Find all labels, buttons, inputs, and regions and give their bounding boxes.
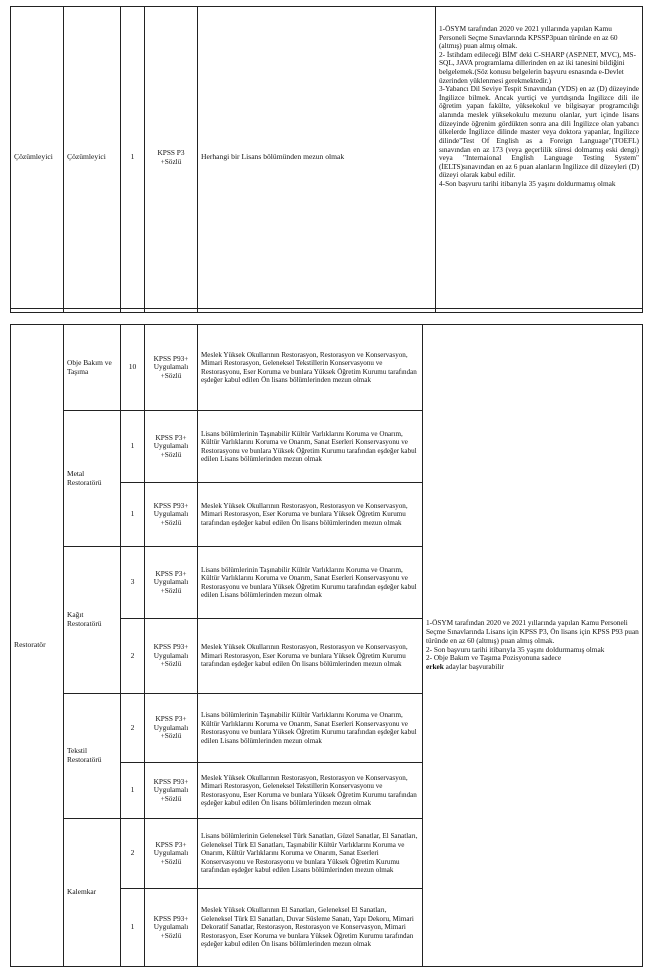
requirements-cell	[436, 7, 643, 309]
position-cell: Metal Restoratörü	[64, 411, 121, 547]
exam-cell: KPSS P3+ Uygulamalı +Sözlü	[145, 411, 198, 483]
exam-cell: KPSS P3+ Uygulamalı +Sözlü	[145, 547, 198, 619]
education-cell: Lisans bölümlerinin Taşınabilir Kültür Varlıklarını Koruma ve Onarım, Kültür Varlıklarını Koruma ve Onarım, Sanat Eserleri Konservasyonu ve Restorasyonu ve bunlara Yüksek Öğretim Kurumu tarafından eşdeğer kabul edilen Lisans bölümlerinden mezun olmak	[198, 547, 423, 619]
title-cell: Çözümleyici	[11, 7, 64, 309]
education-cell: Meslek Yüksek Okullarının Restorasyon, Restorasyon ve Konservasyon, Mimari Restorasyon, Eser Koruma ve bunlara Yüksek Öğretim Kurumu tarafından eşdeğer kabul edilen Ön lisans bölümlerinden mezun olmak	[198, 619, 423, 694]
exam-cell: KPSS P3+ Uygulamalı +Sözlü	[145, 694, 198, 763]
requirement-item: 2- İstihdam edileceği BİM' deki C-SHARP (ASP.NET, MVC), MS-SQL, JAVA programlama dillerinden en az iki tanesini bildiğini belgelemek.(Söz konusu belgelerin başvuru esnasında e-Devlet üzerinden yüklenmesi gerekmektedir.)	[439, 49, 636, 85]
exam-line: KPSS P3	[157, 147, 185, 157]
requirement-item: 1-ÖSYM tarafından 2020 ve 2021 yıllarında yapılan Kamu Personeli Seçme Sınavlarında KPSSP3puan türünde en az 60 (altmış) puan almış olmak.	[439, 24, 618, 51]
requirement-item: 4-Son başvuru tarihi itibarıyla 35 yaşını doldurmamış olmak	[439, 178, 616, 188]
quota-cell: 2	[121, 694, 145, 763]
exam-cell: KPSS P93+ Uygulamalı +Sözlü	[145, 619, 198, 694]
education-cell: Meslek Yüksek Okullarının Restorasyon, Restorasyon ve Konservasyon, Mimari Restorasyon, Geleneksel Tekstillerin Konservasyonu ve Restorasyonu, Eser Koruma ve bunlara Yüksek Öğretim Kurumu tarafından eşdeğer kabul edilen Ön lisans bölümlerinden mezun olmak	[198, 325, 423, 411]
position-table-cozumleyici	[10, 6, 643, 313]
quota-cell: 1	[121, 763, 145, 819]
education-cell: Lisans bölümlerinin Taşınabilir Kültür Varlıklarını Koruma ve Onarım, Kültür Varlıklarını Koruma ve Onarım, Sanat Eserleri Konservasyonu ve Restorasyonu ve bunlara Yüksek Öğretim Kurumu tarafından eşdeğer kabul edilen Lisans bölümlerinden mezun olmak	[198, 694, 423, 763]
education-cell: Meslek Yüksek Okullarının El Sanatları, Geleneksel El Sanatları, Geleneksel Türk El Sanatları, Duvar Süsleme Sanatı, Yapı Dekoru, Mimari Dekoratif Sanatlar, Restorasyon, Restorasyon ve Konservasyon, Mimari Restorasyon, Eser Koruma ve bunlara Yüksek Öğretim Kurumu tarafından eşdeğer kabul edilen Ön lisans bölümlerinden mezun olmak	[198, 889, 423, 967]
quota-cell: 3	[121, 547, 145, 619]
quota-cell: 10	[121, 325, 145, 411]
education-cell: Lisans bölümlerinin Geleneksel Türk Sanatları, Güzel Sanatlar, El Sanatları, Geleneksel Türk El Sanatları, Taşınabilir Kültür Varlıklarını Koruma ve Onarım, Kültür Varlıklarını Koruma ve Onarım, Sanat Eserleri Konservasyonu ve Restorasyonu ve bunlara Yüksek Öğretim Kurumu tarafından eşdeğer kabul edilen Lisans bölümlerinden mezun olmak	[198, 819, 423, 889]
exam-cell: KPSS P93+ Uygulamalı +Sözlü	[145, 889, 198, 967]
position-cell: Tekstil Restoratörü	[64, 694, 121, 819]
education-cell: Meslek Yüksek Okullarının Restorasyon, Restorasyon ve Konservasyon, Mimari Restorasyon, Geleneksel Tekstillerin Konservasyonu ve Restorasyonu, Eser Koruma ve bunlara Yüksek Öğretim Kurumu tarafından eşdeğer kabul edilen Ön lisans bölümlerinden mezun olmak	[198, 763, 423, 819]
education-cell: Meslek Yüksek Okullarının Restorasyon, Restorasyon ve Konservasyon, Mimari Restorasyon, Eser Koruma ve bunlara Yüksek Öğretim Kurumu tarafından eşdeğer kabul edilen Ön lisans bölümlerinden mezun olmak	[198, 483, 423, 547]
exam-cell: KPSS P93+ Uygulamalı +Sözlü	[145, 325, 198, 411]
exam-cell: KPSS P3+ Uygulamalı +Sözlü	[145, 819, 198, 889]
requirement-item: 3-Yabancı Dil Seviye Tespit Sınavından (YDS) en az (D) düzeyinde İngilizce bilmek. Ancak yurtiçi ve yurtdışında İngilizce dili ile öğretim yapan fakülte, yüksekokul ve bilgisayar programcılığı alanında meslek yüksekokulu mezunu olanlar, yurt içinde lisans düzeyinde öğrenim gördükten sonra ana dili İngilizce olan yabancı ülkelerde İngilizce dilinde master veya doktora yapanlar, İngilizce dilinde"Test Of English as a Foreign Language"(TOEFL) sınavından en az 173 (veya geçerlilik süresi dolmamış eski dengi) veya "Internaional English Language Testing System"(İELTS)sınavından en az 6 puan alanların İngilizce dil düzeyleri (D) düzeyi olarak kabul edilir.	[439, 84, 639, 180]
position-table-restorator	[10, 324, 643, 967]
position-cell: Çözümleyici	[64, 7, 121, 309]
requirement-item: 2- Obje Bakım ve Taşıma Pozisyonuna sadece erkek adaylar başvurabilir	[426, 653, 562, 671]
quota-cell: 2	[121, 619, 145, 694]
exam-line: +Sözlü	[160, 156, 182, 166]
quota-cell: 1	[121, 7, 145, 309]
exam-cell	[145, 7, 198, 309]
position-cell: Kalemkar	[64, 819, 121, 967]
requirements-cell	[423, 325, 643, 967]
education-cell: Lisans bölümlerinin Taşınabilir Kültür Varlıklarını Koruma ve Onarım, Kültür Varlıklarını Koruma ve Onarım, Sanat Eserleri Konservasyonu ve Restorasyonu ve bunlara Yüksek Öğretim Kurumu tarafından eşdeğer kabul edilen Lisans bölümlerinden mezun olmak	[198, 411, 423, 483]
exam-cell: KPSS P93+ Uygulamalı +Sözlü	[145, 763, 198, 819]
requirement-item: 2- Son başvuru tarihi itibarıyla 35 yaşını doldurmamış olmak	[426, 644, 605, 654]
quota-cell: 2	[121, 819, 145, 889]
exam-cell: KPSS P93+ Uygulamalı +Sözlü	[145, 483, 198, 547]
quota-cell: 1	[121, 483, 145, 547]
quota-cell: 1	[121, 889, 145, 967]
position-cell: Kağıt Restoratörü	[64, 547, 121, 694]
education-cell: Herhangi bir Lisans bölümünden mezun olmak	[198, 7, 436, 309]
requirement-item: 1-ÖSYM tarafından 2020 ve 2021 yıllarında yapılan Kamu Personeli Seçme Sınavlarında Lisans için KPSS P3, Ön lisans için KPSS P93 puan türünde en az 60 (altmış) puan almış olmak.	[426, 618, 639, 645]
quota-cell: 1	[121, 411, 145, 483]
title-cell: Restoratör	[11, 325, 64, 967]
position-cell: Obje Bakım ve Taşıma	[64, 325, 121, 411]
